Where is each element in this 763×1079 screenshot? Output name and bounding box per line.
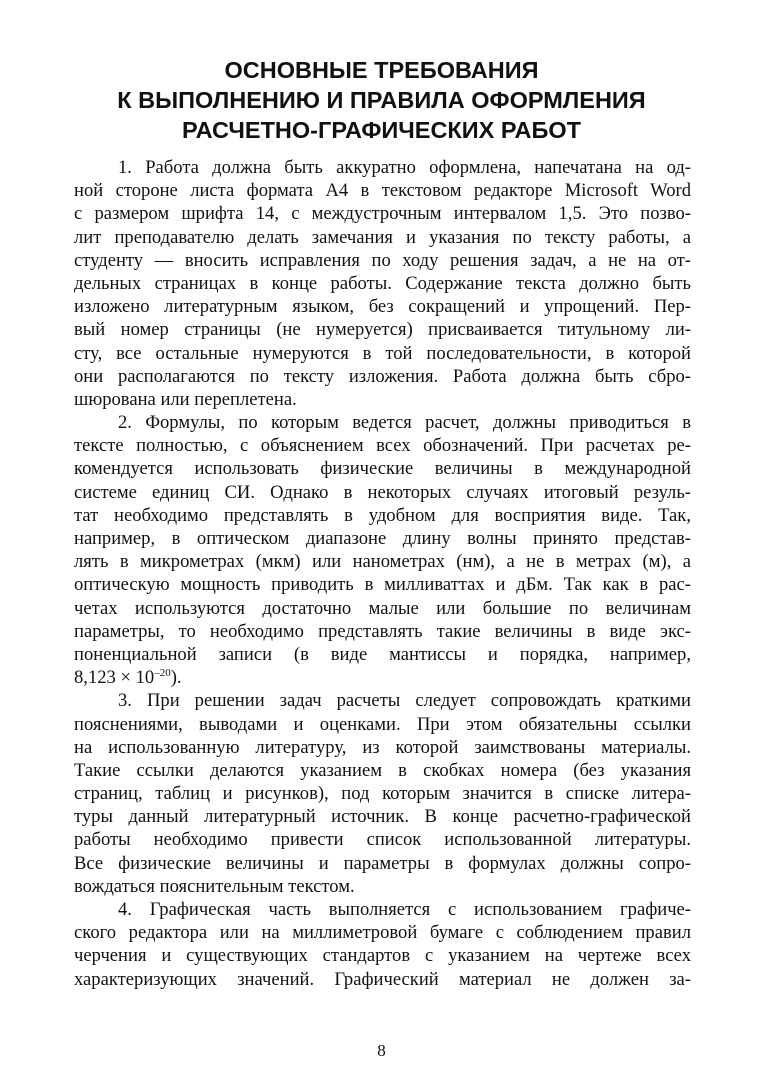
text-line: лять в микрометрах (мкм) или нанометрах (нм), а не в метрах (м), а	[74, 551, 691, 573]
text-line: оптическую мощность приводить в милливаттах и дБм. Так как в рас-	[74, 574, 691, 596]
page-title	[60, 55, 703, 145]
text-line: Такие ссылки делаются указанием в скобках номера (без указания	[74, 759, 691, 781]
paragraph-2	[74, 411, 691, 689]
text-line: черчения и существующих стандартов с указанием на чертеже всех	[74, 945, 691, 967]
text-line: системе единиц СИ. Однако в некоторых случаях итоговый резуль-	[74, 481, 691, 503]
text-line: параметры, то необходимо представлять такие величины в виде экс-	[74, 620, 691, 642]
page-number: 8	[377, 1041, 386, 1060]
paragraph-4	[74, 898, 691, 991]
text-line: поненциальной записи (в виде мантиссы и порядка, например,	[74, 643, 691, 665]
text-line: 1. Работа должна быть аккуратно оформлена, напечатана на од-	[118, 157, 691, 178]
text-line: пояснениями, выводами и оценками. При этом обязательны ссылки	[74, 713, 691, 735]
text-line: туры данный литературный источник. В конце расчетно-графической	[74, 806, 691, 828]
text-line: тат необходимо представлять в удобном для восприятия виде. Так,	[74, 504, 691, 526]
text-line: на использованную литературу, из которой заимствованы материалы.	[74, 736, 691, 758]
text-line: например, в оптическом диапазоне длину волны принято представ-	[74, 528, 691, 549]
text-line: с размером шрифта 14, с междустрочным интервалом 1,5. Это позво-	[74, 203, 691, 225]
text-line: дельных страницах в конце работы. Содержание текста должно быть	[74, 272, 691, 294]
paragraph-3	[74, 689, 691, 898]
text-line: вождаться пояснительным текстом.	[74, 875, 355, 897]
paragraph-1	[74, 156, 691, 411]
text-line: 3. При решении задач расчеты следует сопровождать краткими	[118, 690, 691, 712]
formula-tail: ).	[170, 667, 182, 689]
text-line: тексте полностью, с объяснением всех обозначений. При расчетах ре-	[74, 435, 691, 457]
title-line: ОСНОВНЫЕ ТРЕБОВАНИЯ	[224, 57, 539, 83]
text-line: работы необходимо привести список использованной литературы.	[74, 829, 691, 851]
text-line: шюрована или переплетена.	[74, 388, 297, 410]
text-line: изложено литературным языком, без сокращений и упрощений. Пер-	[74, 296, 691, 318]
text-line: они располагаются по тексту изложения. Работа должна быть сбро-	[74, 365, 691, 387]
text-line: характеризующих значений. Графический материал не должен за-	[74, 968, 691, 990]
text-line: ского редактора или на миллиметровой бумаге с соблюдением правил	[74, 922, 691, 944]
text-line: 4. Графическая часть выполняется с использованием графиче-	[118, 899, 691, 920]
formula-line	[74, 666, 691, 689]
text-line: страниц, таблиц и рисунков), под которым значится в списке литера-	[74, 783, 691, 805]
text-line: 2. Формулы, по которым ведется расчет, должны приводиться в	[118, 412, 691, 434]
text-line: четах используются достаточно малые или большие по величинам	[74, 597, 691, 619]
text-line: ной стороне листа формата А4 в текстовом редакторе Microsoft Word	[74, 180, 691, 202]
text-line: студенту — вносить исправления по ходу решения задач, а не на от-	[74, 249, 691, 271]
text-line: сту, все остальные нумеруются в той последовательности, в которой	[74, 342, 691, 364]
text-line: комендуется использовать физические величины в международной	[74, 458, 691, 480]
text-line: вый номер страницы (не нумеруется) присваивается титульному ли-	[74, 319, 691, 341]
body-text	[74, 156, 691, 991]
title-line: РАСЧЕТНО-ГРАФИЧЕСКИХ РАБОТ	[182, 117, 581, 143]
text-line: Все физические величины и параметры в формулах должны сопро-	[74, 852, 691, 874]
formula-base: 8,123 × 10	[74, 667, 155, 689]
title-line: К ВЫПОЛНЕНИЮ И ПРАВИЛА ОФОРМЛЕНИЯ	[117, 87, 646, 113]
text-line: лит преподавателю делать замечания и указания по тексту работы, а	[74, 226, 691, 248]
formula-exponent: –20	[154, 667, 171, 680]
